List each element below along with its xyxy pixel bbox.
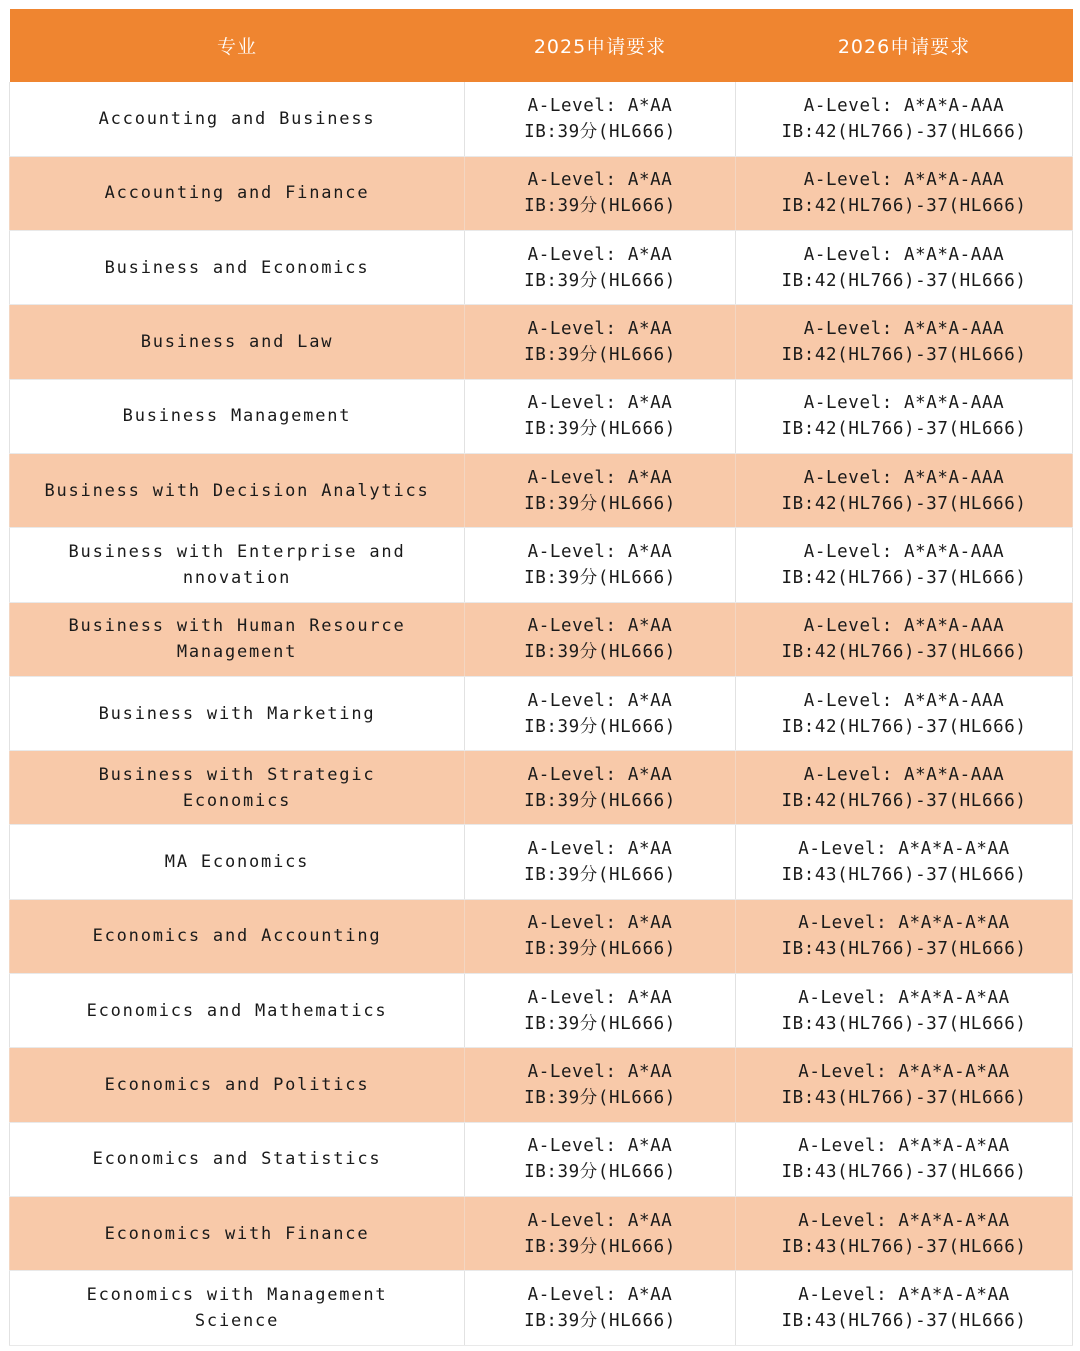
major-cell-line: Economics and Mathematics xyxy=(86,1000,388,1021)
requirement-2026-cell xyxy=(736,1122,1073,1196)
requirement-2026-cell-line: IB:42(HL766)-37(HL666) xyxy=(781,419,1027,440)
table-row xyxy=(10,974,1073,1048)
requirement-2026-cell-line: A-Level: A*A*A-A*AA xyxy=(798,987,1010,1008)
requirement-2025-cell-line: IB:39分(HL666) xyxy=(524,567,676,588)
major-cell xyxy=(10,1048,465,1122)
requirement-2026-cell-line: A-Level: A*A*A-A*AA xyxy=(798,1284,1010,1305)
major-cell xyxy=(10,1122,465,1196)
requirement-2025-cell-line: A-Level: A*AA xyxy=(527,690,673,711)
table-row xyxy=(10,156,1073,230)
requirement-2026-cell xyxy=(736,305,1073,379)
requirement-2026-cell xyxy=(736,1196,1073,1270)
requirement-2026-cell-line: IB:42(HL766)-37(HL666) xyxy=(781,493,1027,514)
table-header xyxy=(10,9,1073,82)
requirement-2025-cell-line: IB:39分(HL666) xyxy=(524,865,676,886)
requirement-2025-cell-line: A-Level: A*AA xyxy=(527,170,673,191)
requirement-2025-cell xyxy=(465,82,736,156)
requirement-2026-cell-line: IB:43(HL766)-37(HL666) xyxy=(781,1310,1027,1331)
requirement-2026-cell-line: IB:43(HL766)-37(HL666) xyxy=(781,1013,1027,1034)
requirements-table xyxy=(9,9,1073,1346)
requirement-2026-cell-line: IB:43(HL766)-37(HL666) xyxy=(781,1162,1027,1183)
requirement-2026-cell xyxy=(736,156,1073,230)
requirement-2026-cell-line: IB:43(HL766)-37(HL666) xyxy=(781,939,1027,960)
requirement-2026-cell-line: A-Level: A*A*A-AAA xyxy=(803,690,1005,711)
major-cell xyxy=(10,379,465,453)
requirement-2025-cell xyxy=(465,825,736,899)
requirement-2026-cell xyxy=(736,751,1073,825)
requirement-2025-cell xyxy=(465,305,736,379)
major-cell-line: Economics with Management xyxy=(86,1284,388,1305)
major-cell-line: Business with Enterprise and xyxy=(68,541,406,562)
table-row xyxy=(10,82,1073,156)
major-cell-line: Accounting and Finance xyxy=(104,183,370,204)
major-cell xyxy=(10,1196,465,1270)
requirement-2025-cell-line: A-Level: A*AA xyxy=(527,764,673,785)
requirement-2025-cell-line: A-Level: A*AA xyxy=(527,467,673,488)
requirement-2025-cell xyxy=(465,974,736,1048)
requirements-table-container xyxy=(9,9,1072,1346)
requirement-2025-cell-line: A-Level: A*AA xyxy=(527,839,673,860)
major-cell-line: Business and Economics xyxy=(104,257,370,278)
requirement-2026-cell-line: A-Level: A*A*A-AAA xyxy=(803,244,1005,265)
table-row xyxy=(10,231,1073,305)
major-cell xyxy=(10,82,465,156)
major-cell xyxy=(10,974,465,1048)
requirement-2026-cell xyxy=(736,825,1073,899)
major-cell-line: Economics and Politics xyxy=(104,1075,370,1095)
requirement-2026-cell-line: IB:42(HL766)-37(HL666) xyxy=(781,270,1027,291)
requirement-2025-cell-line: A-Level: A*AA xyxy=(527,1284,673,1305)
requirement-2026-cell-line: A-Level: A*A*A-A*AA xyxy=(798,839,1010,860)
requirement-2026-cell xyxy=(736,1271,1073,1345)
requirement-2025-cell-line: A-Level: A*AA xyxy=(527,244,673,265)
requirement-2026-cell xyxy=(736,453,1073,527)
requirement-2026-cell-line: IB:42(HL766)-37(HL666) xyxy=(781,716,1027,737)
major-cell xyxy=(10,676,465,750)
requirement-2025-cell-line: IB:39分(HL666) xyxy=(524,1310,676,1331)
table-row xyxy=(10,1271,1073,1345)
major-cell-line: Accounting and Business xyxy=(98,108,376,129)
major-cell-line: Economics and Statistics xyxy=(92,1149,382,1170)
major-cell-line: Business and Law xyxy=(140,332,334,353)
requirement-2025-cell-line: A-Level: A*AA xyxy=(527,1136,673,1157)
requirement-2025-cell-line: IB:39分(HL666) xyxy=(524,419,676,440)
table-row xyxy=(10,676,1073,750)
table-row xyxy=(10,379,1073,453)
header-row xyxy=(10,9,1073,82)
requirement-2026-cell-line: A-Level: A*A*A-A*AA xyxy=(798,1062,1010,1082)
major-cell-line: Science xyxy=(194,1310,280,1331)
requirement-2026-cell-line: A-Level: A*A*A-AAA xyxy=(803,393,1005,414)
requirement-2025-cell-line: IB:39分(HL666) xyxy=(524,1236,676,1257)
major-cell xyxy=(10,528,465,602)
requirement-2026-cell-line: A-Level: A*A*A-AAA xyxy=(803,616,1005,637)
header-2026-requirements: 2026申请要求 xyxy=(837,36,971,58)
requirement-2026-cell-line: IB:42(HL766)-37(HL666) xyxy=(781,567,1027,588)
major-cell-line: Business with Strategic xyxy=(98,764,376,785)
major-cell-line: Economics with Finance xyxy=(104,1223,370,1244)
major-cell-line: Economics xyxy=(182,790,292,811)
major-cell-line: Business with Human Resource xyxy=(68,616,406,637)
major-cell-line: Business with Decision Analytics xyxy=(44,480,430,501)
requirement-2025-cell-line: IB:39分(HL666) xyxy=(524,642,676,663)
requirement-2026-cell-line: IB:42(HL766)-37(HL666) xyxy=(781,121,1027,142)
requirement-2026-cell-line: IB:43(HL766)-37(HL666) xyxy=(781,1088,1027,1108)
requirement-2025-cell-line: IB:39分(HL666) xyxy=(524,270,676,291)
major-cell xyxy=(10,1271,465,1345)
requirement-2026-cell xyxy=(736,974,1073,1048)
requirement-2025-cell xyxy=(465,676,736,750)
requirement-2026-cell-line: A-Level: A*A*A-AAA xyxy=(803,541,1005,562)
requirement-2026-cell-line: IB:42(HL766)-37(HL666) xyxy=(781,345,1027,366)
requirement-2025-cell xyxy=(465,453,736,527)
major-cell xyxy=(10,156,465,230)
requirement-2025-cell-line: A-Level: A*AA xyxy=(527,913,673,934)
requirement-2025-cell xyxy=(465,899,736,973)
requirement-2025-cell-line: A-Level: A*AA xyxy=(527,616,673,637)
requirement-2026-cell-line: A-Level: A*A*A-AAA xyxy=(803,467,1005,488)
requirement-2025-cell xyxy=(465,1048,736,1122)
major-cell-line: Business with Marketing xyxy=(98,703,376,724)
requirement-2026-cell-line: A-Level: A*A*A-AAA xyxy=(803,319,1005,340)
requirement-2026-cell-line: A-Level: A*A*A-AAA xyxy=(803,764,1005,785)
requirement-2025-cell-line: IB:39分(HL666) xyxy=(524,1162,676,1183)
requirement-2026-cell-line: IB:43(HL766)-37(HL666) xyxy=(781,865,1027,886)
requirement-2025-cell xyxy=(465,379,736,453)
requirement-2026-cell xyxy=(736,528,1073,602)
requirement-2026-cell xyxy=(736,1048,1073,1122)
requirement-2026-cell-line: A-Level: A*A*A-AAA xyxy=(803,95,1005,116)
table-body xyxy=(10,82,1073,1345)
requirement-2025-cell xyxy=(465,231,736,305)
requirement-2026-cell-line: IB:42(HL766)-37(HL666) xyxy=(781,642,1027,663)
requirement-2026-cell-line: A-Level: A*A*A-A*AA xyxy=(798,913,1010,934)
requirement-2025-cell-line: IB:39分(HL666) xyxy=(524,1013,676,1034)
major-cell-line: Business Management xyxy=(122,406,352,427)
requirement-2026-cell xyxy=(736,676,1073,750)
requirement-2026-cell xyxy=(736,379,1073,453)
requirement-2026-cell-line: A-Level: A*A*A-A*AA xyxy=(798,1210,1010,1231)
requirement-2025-cell-line: A-Level: A*AA xyxy=(527,95,673,116)
requirement-2026-cell-line: A-Level: A*A*A-A*AA xyxy=(798,1136,1010,1157)
major-cell-line: Economics and Accounting xyxy=(92,926,382,947)
table-row xyxy=(10,1122,1073,1196)
table-row xyxy=(10,453,1073,527)
requirement-2026-cell xyxy=(736,899,1073,973)
requirement-2026-cell-line: IB:42(HL766)-37(HL666) xyxy=(781,196,1027,217)
major-cell xyxy=(10,453,465,527)
requirement-2025-cell-line: A-Level: A*AA xyxy=(527,393,673,414)
major-cell xyxy=(10,231,465,305)
requirement-2026-cell-line: IB:42(HL766)-37(HL666) xyxy=(781,790,1027,811)
requirement-2025-cell xyxy=(465,156,736,230)
major-cell xyxy=(10,305,465,379)
header-2025-requirements: 2025申请要求 xyxy=(533,36,667,58)
table-row xyxy=(10,1196,1073,1270)
major-cell xyxy=(10,751,465,825)
requirement-2026-cell-line: IB:43(HL766)-37(HL666) xyxy=(781,1236,1027,1257)
header-major: 专业 xyxy=(216,36,257,58)
requirement-2025-cell-line: IB:39分(HL666) xyxy=(524,1088,676,1108)
table-row xyxy=(10,1048,1073,1122)
requirement-2025-cell-line: IB:39分(HL666) xyxy=(524,345,676,366)
requirement-2025-cell-line: IB:39分(HL666) xyxy=(524,493,676,514)
major-cell xyxy=(10,899,465,973)
requirement-2026-cell xyxy=(736,602,1073,676)
requirement-2026-cell xyxy=(736,231,1073,305)
requirement-2025-cell-line: IB:39分(HL666) xyxy=(524,121,676,142)
major-cell xyxy=(10,825,465,899)
requirement-2025-cell-line: A-Level: A*AA xyxy=(527,319,673,340)
major-cell-line: Management xyxy=(176,642,298,663)
table-row xyxy=(10,751,1073,825)
major-cell xyxy=(10,602,465,676)
table-row xyxy=(10,899,1073,973)
requirement-2025-cell xyxy=(465,602,736,676)
requirement-2025-cell-line: A-Level: A*AA xyxy=(527,541,673,562)
requirement-2026-cell xyxy=(736,82,1073,156)
requirement-2025-cell-line: A-Level: A*AA xyxy=(527,1062,673,1082)
table-row xyxy=(10,305,1073,379)
requirement-2025-cell xyxy=(465,528,736,602)
major-cell-line: MA Economics xyxy=(164,852,310,873)
requirement-2025-cell xyxy=(465,1271,736,1345)
requirement-2025-cell-line: IB:39分(HL666) xyxy=(524,939,676,960)
table-row xyxy=(10,528,1073,602)
requirement-2025-cell-line: IB:39分(HL666) xyxy=(524,790,676,811)
requirement-2025-cell-line: IB:39分(HL666) xyxy=(524,196,676,217)
requirement-2026-cell-line: A-Level: A*A*A-AAA xyxy=(803,170,1005,191)
requirement-2025-cell xyxy=(465,1122,736,1196)
requirement-2025-cell-line: A-Level: A*AA xyxy=(527,1210,673,1231)
requirement-2025-cell-line: A-Level: A*AA xyxy=(527,987,673,1008)
major-cell-line: nnovation xyxy=(182,567,292,588)
requirement-2025-cell xyxy=(465,1196,736,1270)
table-row xyxy=(10,602,1073,676)
table-row xyxy=(10,825,1073,899)
requirement-2025-cell-line: IB:39分(HL666) xyxy=(524,716,676,737)
requirement-2025-cell xyxy=(465,751,736,825)
